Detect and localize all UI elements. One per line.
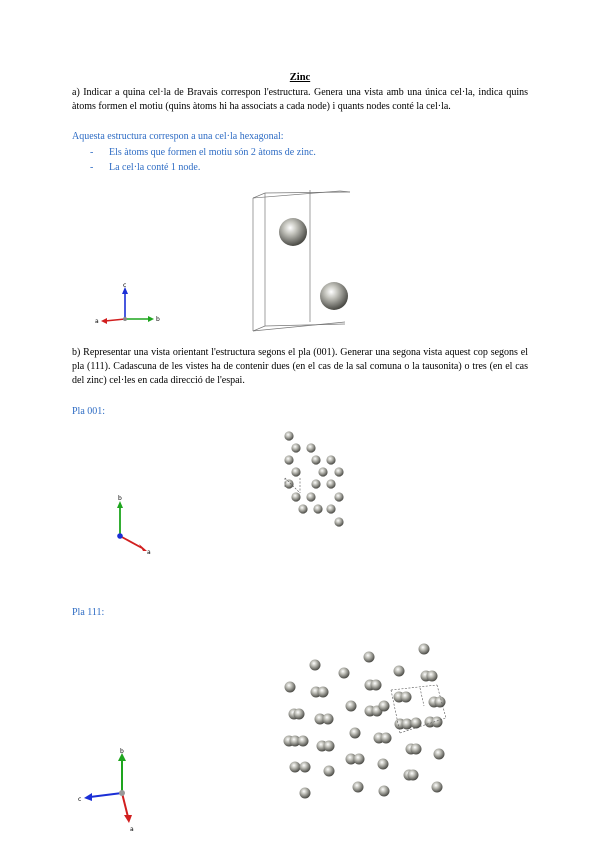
cell-edge — [437, 685, 446, 718]
zinc-atom — [334, 492, 343, 501]
zinc-atom — [434, 749, 445, 760]
zinc-atom — [324, 741, 335, 752]
zinc-atom — [291, 492, 300, 501]
axes-indicator-001 — [100, 492, 160, 562]
zinc-atom — [284, 455, 293, 464]
zinc-atom — [394, 666, 405, 677]
zinc-atom — [310, 660, 321, 671]
answer-a-bullet-1: - Els àtoms que formen el motiu són 2 àtoms de zinc. — [90, 147, 316, 158]
zinc-atom — [425, 717, 436, 728]
zinc-atom — [311, 455, 320, 464]
axis-label-a: a — [130, 826, 134, 833]
axes-indicator-111 — [72, 745, 152, 835]
zinc-atom — [311, 479, 320, 488]
zinc-atom — [408, 770, 419, 781]
axis-label-b: b — [120, 748, 124, 755]
zinc-atom — [291, 443, 300, 452]
zinc-atom — [339, 668, 350, 679]
zinc-atom — [374, 733, 385, 744]
zinc-atom — [290, 736, 301, 747]
zinc-atom — [365, 680, 376, 691]
zinc-atom — [432, 717, 443, 728]
zinc-atom — [284, 479, 293, 488]
zinc-atom — [432, 782, 443, 793]
zinc-atom — [381, 733, 392, 744]
zinc-atom — [324, 766, 335, 777]
zinc-atom — [284, 736, 295, 747]
zinc-atom — [291, 467, 300, 476]
zinc-atom — [354, 754, 365, 765]
zinc-atom — [404, 770, 415, 781]
zinc-atom — [353, 782, 364, 793]
zinc-atom — [300, 788, 311, 799]
zinc-atom — [421, 671, 432, 682]
zinc-atom — [326, 479, 335, 488]
zinc-atom — [419, 644, 430, 655]
cell-edge — [391, 690, 400, 733]
unit-cell-edges — [253, 190, 350, 331]
zinc-atom — [402, 719, 413, 730]
plane-001-label: Pla 001: — [72, 406, 106, 417]
plane-111-label: Pla 111: — [72, 607, 105, 618]
zinc-atom — [289, 709, 300, 720]
zinc-atom — [320, 282, 348, 310]
zinc-atom — [371, 680, 382, 691]
zinc-atom — [326, 455, 335, 464]
zinc-atom — [401, 692, 412, 703]
zinc-atom — [346, 754, 357, 765]
zinc-atom — [318, 467, 327, 476]
zinc-atom — [411, 744, 422, 755]
zinc-atom — [300, 762, 311, 773]
zinc-atom — [298, 736, 309, 747]
cell-edge — [420, 688, 424, 706]
answer-a-intro: Aquesta estructura correspon a una cel·la hexagonal: — [72, 131, 284, 142]
axis-label-a: a — [147, 549, 151, 556]
zinc-atom — [334, 517, 343, 526]
axis-label-c: c — [123, 282, 127, 289]
zinc-atom — [334, 467, 343, 476]
bullet-text: La cel·la conté 1 node. — [109, 162, 201, 173]
zinc-atom — [290, 762, 301, 773]
zinc-atom — [346, 701, 357, 712]
axis-label-b: b — [156, 316, 160, 323]
zinc-atom — [285, 682, 296, 693]
zinc-atom — [379, 701, 390, 712]
axis-label-a: a — [95, 318, 99, 325]
zinc-atom — [311, 687, 322, 698]
answer-a-bullet-2: - La cel·la conté 1 node. — [90, 162, 201, 173]
zinc-atom — [364, 652, 375, 663]
zinc-atom — [284, 431, 293, 440]
zinc-atom — [298, 504, 307, 513]
zinc-atom — [406, 744, 417, 755]
zinc-atom — [429, 697, 440, 708]
cell-edge — [391, 685, 437, 690]
zinc-atom — [365, 706, 376, 717]
zinc-atom — [294, 709, 305, 720]
cell-edge — [400, 718, 446, 733]
zinc-atom — [306, 492, 315, 501]
zinc-atom — [306, 443, 315, 452]
zinc-atom — [323, 714, 334, 725]
zinc-atom — [372, 706, 383, 717]
question-b: b) Representar una vista orientant l'estructura segons el pla (001). Generar una segona vista aquest cop segons el pla (111). Cadascuna de les vistes ha de contenir dues (en el cas de la sal comuna o la tausonita) o tres (en el cas del zinc) cel·les en cada direcció de l'espai. — [72, 347, 528, 386]
zinc-atom — [395, 719, 406, 730]
zinc-atom — [394, 692, 405, 703]
axis-label-b: b — [118, 495, 122, 502]
axes-indicator-cell — [95, 280, 175, 340]
zinc-atom — [279, 218, 307, 246]
zinc-atom — [315, 714, 326, 725]
zinc-atom — [326, 504, 335, 513]
zinc-atom — [378, 759, 389, 770]
zinc-atom — [435, 697, 446, 708]
question-a: a) Indicar a quina cel·la de Bravais correspon l'estructura. Genera una vista amb una única cel·la, indica quins àtoms formen el motiu (quins àtoms hi ha associats a cada node) i quants nodes conté la cel·la. — [72, 87, 528, 112]
bullet-text: Els àtoms que formen el motiu són 2 àtoms de zinc. — [109, 147, 316, 158]
zinc-atom — [350, 728, 361, 739]
zinc-atom — [313, 504, 322, 513]
zinc-atom — [317, 741, 328, 752]
zinc-atom — [379, 786, 390, 797]
zinc-atom — [427, 671, 438, 682]
zinc-atom — [318, 687, 329, 698]
page-title: Zinc — [289, 72, 311, 83]
zinc-atom — [411, 718, 422, 729]
axis-label-c: c — [78, 796, 82, 803]
cell-edge — [285, 478, 300, 493]
